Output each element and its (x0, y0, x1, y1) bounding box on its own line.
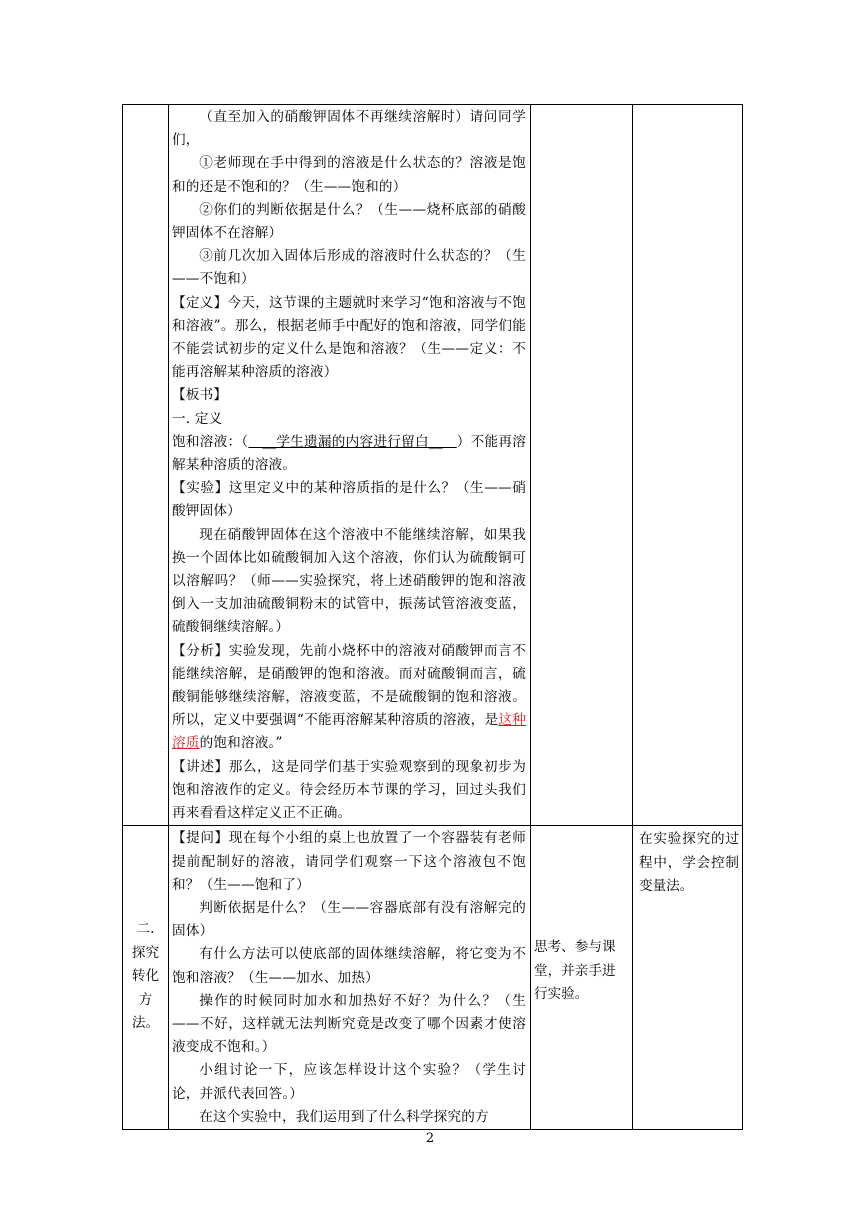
paragraph: 操作的时候同时加水和加热好不好？为什么？（生——不好，这样就无法判断究竟是改变了哪个因素才使溶液变成不饱和。） (172, 992, 526, 1056)
stage-cell (123, 105, 169, 826)
stage-cell (123, 826, 169, 1130)
stage-label: 转化 (131, 968, 160, 985)
paragraph: 【讲述】那么，这是同学们基于实验观察到的现象初步为饱和溶液作的定义。待会经历本节课的学习，回过头我们再来看看这样定义正不正确。 (172, 758, 526, 822)
paragraph: 【实验】这里定义中的某种溶质指的是什么？（生——硝酸钾固体） (172, 480, 526, 520)
student-activity-text: 思考、参与课堂，并亲手进行实验。 (534, 939, 616, 1003)
analysis-paragraph (172, 640, 526, 756)
teacher-activity-cell (169, 826, 531, 1130)
teacher-activity-cell (169, 105, 531, 826)
definition-prefix: 饱和溶液：（ (172, 433, 249, 450)
definition-blank: __学生遗漏的内容进行留白__ (248, 433, 457, 450)
stage-label: 方 (138, 991, 153, 1008)
analysis-suffix: 的饱和溶液。” (199, 735, 283, 752)
definition-suffix: ）不能再溶解某种溶质的溶液。 (172, 433, 526, 474)
stage-label: 探究 (131, 944, 160, 961)
student-activity-cell (531, 105, 633, 826)
paragraph: 【板书】 (172, 387, 228, 404)
lesson-plan-table (122, 104, 743, 1130)
paragraph: ①老师现在手中得到的溶液是什么状态的？溶液是饱和的还是不饱和的？（生——饱和的） (172, 155, 526, 195)
analysis-prefix: 【分析】实验发现，先前小烧杯中的溶液对硝酸钾而言不能继续溶解，是硝酸钾的饱和溶液。而对硫酸铜而言，硫酸铜能够继续溶解，溶液变蓝，不是硫酸铜的饱和溶液。所以，定义中要强调“不能再溶解某种溶质的溶液，是 (172, 642, 526, 729)
highlighted-term: 这种溶质 (172, 712, 526, 752)
goal-text: 在实验探究的过程中，学会控制变量法。 (639, 831, 739, 895)
page-number: 2 (425, 1131, 435, 1146)
goal-cell (633, 826, 743, 1130)
paragraph: 有什么方法可以使底部的固体继续溶解，将它变为不饱和溶液？（生——加水、加热） (172, 946, 526, 986)
paragraph: 在这个实验中，我们运用到了什么科学探究的方 (199, 1108, 489, 1125)
table-row (123, 105, 743, 826)
paragraph: ③前几次加入固体后形成的溶液时什么状态的？（生——不饱和） (172, 248, 526, 288)
student-activity-cell (531, 826, 633, 1130)
paragraph: 一. 定义 (172, 410, 223, 427)
stage-label: 法。 (131, 1014, 160, 1031)
paragraph: 【定义】今天，这节课的主题就时来学习“饱和溶液与不饱和溶液”。那么，根据老师手中配好的饱和溶液，同学们能不能尝试初步的定义什么是饱和溶液？（生——定义：不能再溶解某种溶质的溶液） (172, 294, 526, 381)
goal-cell (633, 105, 743, 826)
paragraph: ②你们的判断依据是什么？（生——烧杯底部的硝酸钾固体不在溶解） (172, 201, 526, 242)
paragraph: （直至加入的硝酸钾固体不再继续溶解时）请问同学们， (172, 109, 526, 149)
paragraph: 【提问】现在每个小组的桌上也放置了一个容器装有老师提前配制好的溶液，请同学们观察一下这个溶液包不饱和？（生——饱和了） (172, 830, 526, 893)
table-row (123, 826, 743, 1130)
definition-paragraph (172, 431, 526, 477)
paragraph: 小组讨论一下，应该怎样设计这个实验？（学生讨论，并派代表回答。） (172, 1062, 526, 1102)
stage-label: 二. (136, 921, 155, 938)
paragraph: 判断依据是什么？（生——容器底部有没有溶解完的固体） (172, 899, 526, 940)
paragraph: 现在硝酸钾固体在这个溶液中不能继续溶解，如果我换一个固体比如硫酸铜加入这个溶液，你们认为硫酸铜可以溶解吗？（师——实验探究，将上述硝酸钾的饱和溶液倒入一支加油硫酸铜粉末的试管中，振荡试管溶液变蓝，硫酸铜继续溶解。） (172, 526, 526, 636)
